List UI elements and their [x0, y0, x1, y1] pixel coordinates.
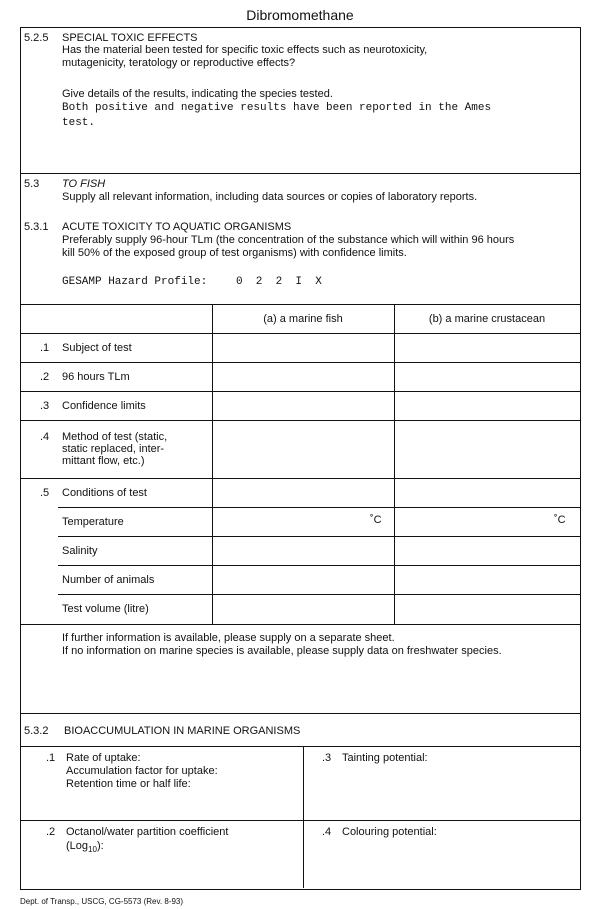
row-label: 96 hours TLm — [62, 371, 130, 383]
instruction-text: Give details of the results, indicating the species tested. — [62, 88, 333, 100]
condition-label: Temperature — [62, 516, 124, 528]
divider — [20, 304, 580, 305]
divider — [20, 820, 580, 821]
field-label-colouring-potential: Colouring potential: — [342, 826, 437, 838]
row-number: .2 — [40, 371, 50, 383]
row-label: Method of test (static, — [62, 431, 168, 443]
gesamp-values: 0 2 2 I X — [236, 276, 322, 288]
field-label-rate-of-uptake: Rate of uptake: — [66, 752, 141, 764]
field-label-log — [66, 840, 104, 856]
row-label: Confidence limits — [62, 400, 146, 412]
row-line — [20, 391, 580, 392]
row-number: .3 — [40, 400, 50, 412]
row-line — [20, 362, 580, 363]
divider — [20, 173, 580, 174]
item-number: .2 — [46, 826, 56, 838]
row-label: Subject of test — [62, 342, 132, 354]
section-number: 5.3 — [24, 178, 40, 190]
row-line — [58, 594, 580, 595]
footer-text: Dept. of Transp., USCG, CG-5573 (Rev. 8-93) — [20, 897, 184, 906]
note-text: If no information on marine species is available, please supply data on freshwater species. — [62, 645, 502, 657]
row-number: .1 — [40, 342, 50, 354]
field-label-retention-time: Retention time or half life: — [66, 778, 191, 790]
unit-celsius: ˚C — [370, 514, 382, 526]
row-label: Conditions of test — [62, 487, 147, 499]
instruction-text: kill 50% of the exposed group of test organisms) with confidence limits. — [62, 247, 407, 259]
section-heading: BIOACCUMULATION IN MARINE ORGANISMS — [64, 725, 301, 737]
section-heading: ACUTE TOXICITY TO AQUATIC ORGANISMS — [62, 221, 292, 233]
column-divider — [303, 746, 304, 888]
section-number: 5.3.2 — [24, 725, 49, 737]
row-line — [20, 420, 580, 421]
section-heading: TO FISH — [62, 178, 106, 190]
question-text: Has the material been tested for specific toxic effects such as neurotoxicity, — [62, 44, 428, 56]
gesamp-label: GESAMP Hazard Profile: — [62, 276, 208, 288]
field-label-accumulation-factor: Accumulation factor for uptake: — [66, 765, 218, 777]
unit-celsius: ˚C — [554, 514, 566, 526]
column-divider — [212, 304, 213, 624]
section-number: 5.2.5 — [24, 32, 49, 44]
row-number: .4 — [40, 431, 50, 443]
page-title: Dibromomethane — [246, 7, 354, 23]
field-label-partition-coefficient: Octanol/water partition coefficient — [66, 826, 229, 838]
row-line — [20, 478, 580, 479]
row-number: .5 — [40, 487, 50, 499]
condition-label: Test volume (litre) — [62, 603, 149, 615]
field-label-tainting-potential: Tainting potential: — [342, 752, 428, 764]
log-text: (Log — [66, 840, 89, 852]
condition-label: Salinity — [62, 545, 98, 557]
row-line — [20, 624, 580, 625]
row-line — [58, 536, 580, 537]
section-heading: SPECIAL TOXIC EFFECTS — [62, 32, 198, 44]
log-subscript: 10 — [88, 845, 97, 855]
row-label: mittant flow, etc.) — [62, 455, 145, 467]
column-header-marine-crustacean: (b) a marine crustacean — [428, 313, 546, 325]
note-text: If further information is available, please supply on a separate sheet. — [62, 632, 395, 644]
item-number: .1 — [46, 752, 56, 764]
row-line — [58, 565, 580, 566]
section-number: 5.3.1 — [24, 221, 49, 233]
condition-label: Number of animals — [62, 574, 155, 586]
row-line — [20, 333, 580, 334]
log-text-end: ): — [96, 840, 104, 852]
answer-text: Both positive and negative results have been reported in the Ames — [62, 102, 492, 114]
row-line — [58, 507, 580, 508]
instruction-text: Preferably supply 96-hour TLm (the concentration of the substance which will within 96 hours — [62, 234, 515, 246]
item-number: .4 — [322, 826, 332, 838]
column-divider — [394, 304, 395, 624]
answer-text: test. — [62, 117, 96, 129]
question-text: mutagenicity, teratology or reproductive effects? — [62, 57, 296, 69]
row-label: static replaced, inter- — [62, 443, 165, 455]
divider — [20, 713, 580, 714]
instruction-text: Supply all relevant information, including data sources or copies of laboratory reports. — [62, 191, 478, 203]
item-number: .3 — [322, 752, 332, 764]
column-header-marine-fish: (a) a marine fish — [263, 313, 343, 325]
divider — [20, 746, 580, 747]
